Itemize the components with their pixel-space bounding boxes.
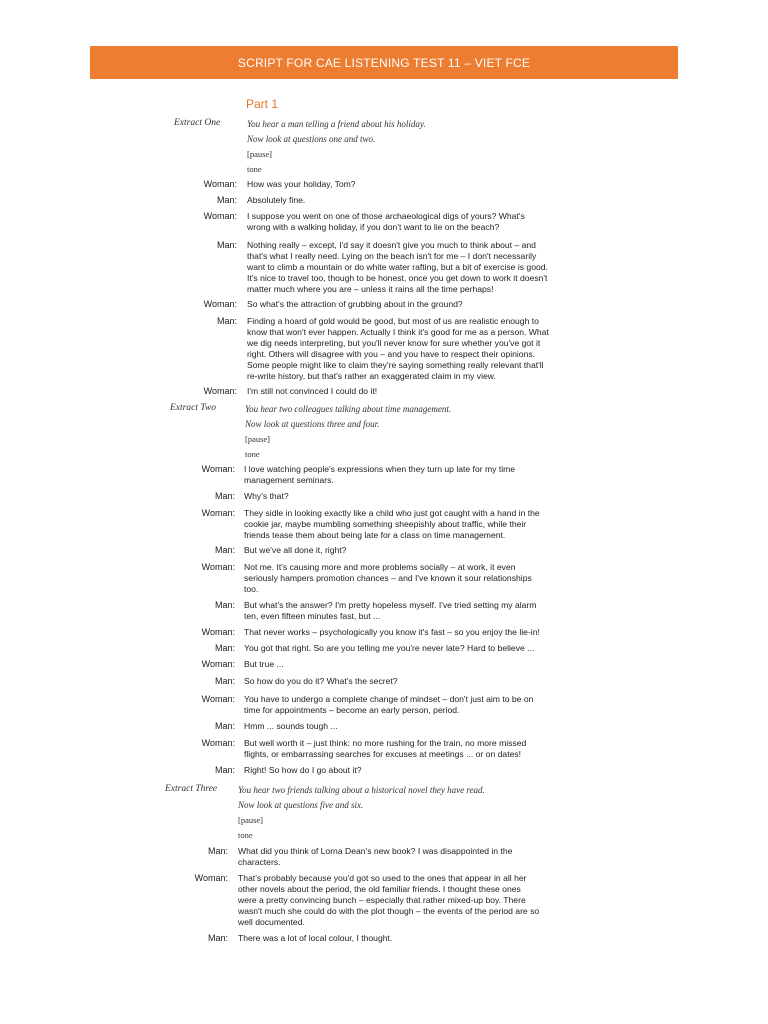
extract-instruction: Now look at questions one and two. <box>247 134 376 144</box>
speaker-label: Woman: <box>203 386 237 396</box>
tone-marker: tone <box>238 830 253 840</box>
speaker-label: Woman: <box>201 659 235 669</box>
dialogue-line: What did you think of Lorna Dean's new book? I was disappointed in the characters. <box>238 846 513 867</box>
dialogue-line: So what's the attraction of grubbing about in the ground? <box>247 299 463 309</box>
speaker-label: Man: <box>214 643 235 653</box>
speaker-label: Woman: <box>203 179 237 189</box>
dialogue-line: But what's the answer? I'm pretty hopeless myself. I've tried setting my alarm ten, even fifteen minutes fast, but ... <box>244 600 537 621</box>
tone-marker: tone <box>245 449 260 459</box>
dialogue-line: There was a lot of local colour, I thought. <box>238 933 393 943</box>
speaker-label: Man: <box>214 721 235 731</box>
speaker-label: Woman: <box>201 508 235 518</box>
dialogue-line: How was your holiday, Tom? <box>247 179 356 189</box>
speaker-label: Woman: <box>201 738 235 748</box>
part-title: Part 1 <box>246 97 279 111</box>
dialogue-line: You got that right. So are you telling me you're never late? Hard to believe ... <box>244 643 535 653</box>
speaker-label: Man: <box>207 933 228 943</box>
speaker-label: Woman: <box>201 464 235 474</box>
pause-marker: [pause] <box>245 434 271 444</box>
dialogue-line: I suppose you went on one of those archaeological digs of yours? What's wrong with a walking holiday, if you don't want to lie on the beach? <box>247 211 525 232</box>
speaker-label: Woman: <box>194 873 228 883</box>
speaker-label: Man: <box>216 316 237 326</box>
dialogue-line: That's probably because you'd got so used to the ones that appear in all her other novels about the period, the old familiar friends. I thought these ones were a pretty convincing bunch – especially that rather mixed-up boy. There wasn't much she could do with the plot though – the events of the period are so well documented. <box>238 873 540 927</box>
extract-instruction: Now look at questions three and four. <box>245 419 380 429</box>
extract-intro: You hear two colleagues talking about time management. <box>245 404 452 414</box>
speaker-label: Man: <box>214 545 235 555</box>
dialogue-line: Absolutely fine. <box>247 195 306 205</box>
speaker-label: Man: <box>214 765 235 775</box>
speaker-label: Woman: <box>203 211 237 221</box>
extract-intro: You hear a man telling a friend about his holiday. <box>247 119 426 129</box>
speaker-label: Man: <box>214 600 235 610</box>
speaker-label: Man: <box>207 846 228 856</box>
speaker-label: Woman: <box>201 627 235 637</box>
dialogue-line: That never works – psychologically you know it's fast – so you enjoy the lie-in! <box>244 627 540 637</box>
speaker-label: Man: <box>214 491 235 501</box>
dialogue-line: Hmm ... sounds tough ... <box>244 721 338 731</box>
dialogue-line: I'm still not convinced I could do it! <box>247 386 378 396</box>
speaker-label: Woman: <box>201 694 235 704</box>
speaker-label: Man: <box>216 195 237 205</box>
speaker-label: Man: <box>216 240 237 250</box>
header-title: SCRIPT FOR CAE LISTENING TEST 11 – VIET FCE <box>237 55 531 70</box>
extract-intro: You hear two friends talking about a historical novel they have read. <box>238 785 485 795</box>
extract-label: Extract One <box>174 118 221 128</box>
dialogue-line: Not me. It's causing more and more problems socially – at work, it even seriously hampers promotion chances – and I've known it sour relationships too. <box>244 562 532 594</box>
dialogue-line: But true ... <box>244 659 284 669</box>
tone-marker: tone <box>247 164 262 174</box>
dialogue-line: Nothing really – except, I'd say it doesn't give you much to think about – and that's what I really need. Lying on the beach isn't for me – I don't necessarily want to climb a mountain or do white water rafting, but a bit of exercise is good. It's nice to travel too, though to be honest, once you get down to work it doesn't matter much where you are – unless it rains all the time perhaps! <box>247 240 548 294</box>
dialogue-line: You have to undergo a complete change of mindset – don't just aim to be on time for appointments – become an early person, period. <box>244 694 534 715</box>
header-banner <box>90 46 678 79</box>
pause-marker: [pause] <box>247 149 273 159</box>
dialogue-line: But well worth it – just think: no more rushing for the train, no more missed flights, or embarrassing searches for excuses at meetings ... or on dates! <box>244 738 527 759</box>
dialogue-line: I love watching people's expressions when they turn up late for my time management seminars. <box>244 464 516 485</box>
dialogue-line: But we've all done it, right? <box>244 545 347 555</box>
dialogue-line: They sidle in looking exactly like a child who just got caught with a hand in the cookie jar, maybe mumbling something sheepishly about traffic, while their friends tease them about being late for a class on time management. <box>244 508 540 540</box>
dialogue-line: So how do you do it? What's the secret? <box>244 676 398 686</box>
dialogue-line: Right! So how do I go about it? <box>244 765 362 775</box>
speaker-label: Woman: <box>203 299 237 309</box>
dialogue-line: Finding a hoard of gold would be good, but most of us are realistic enough to know that won't ever happen. Actually I think it's good for me as a person. What we dig needs interpreting, but you'll never know for sure whether you've got it right. Others will disagree with you – and you have to respect their opinions. Some people might like to claim they're saying something really relevant that'll re-write history, but that's rather an exaggerated claim in my view. <box>247 316 549 381</box>
extract-label: Extract Two <box>170 403 217 413</box>
extract-label: Extract Three <box>165 784 218 794</box>
pause-marker: [pause] <box>238 815 264 825</box>
extract-instruction: Now look at questions five and six. <box>238 800 364 810</box>
dialogue-line: Why's that? <box>244 491 289 501</box>
speaker-label: Woman: <box>201 562 235 572</box>
speaker-label: Man: <box>214 676 235 686</box>
